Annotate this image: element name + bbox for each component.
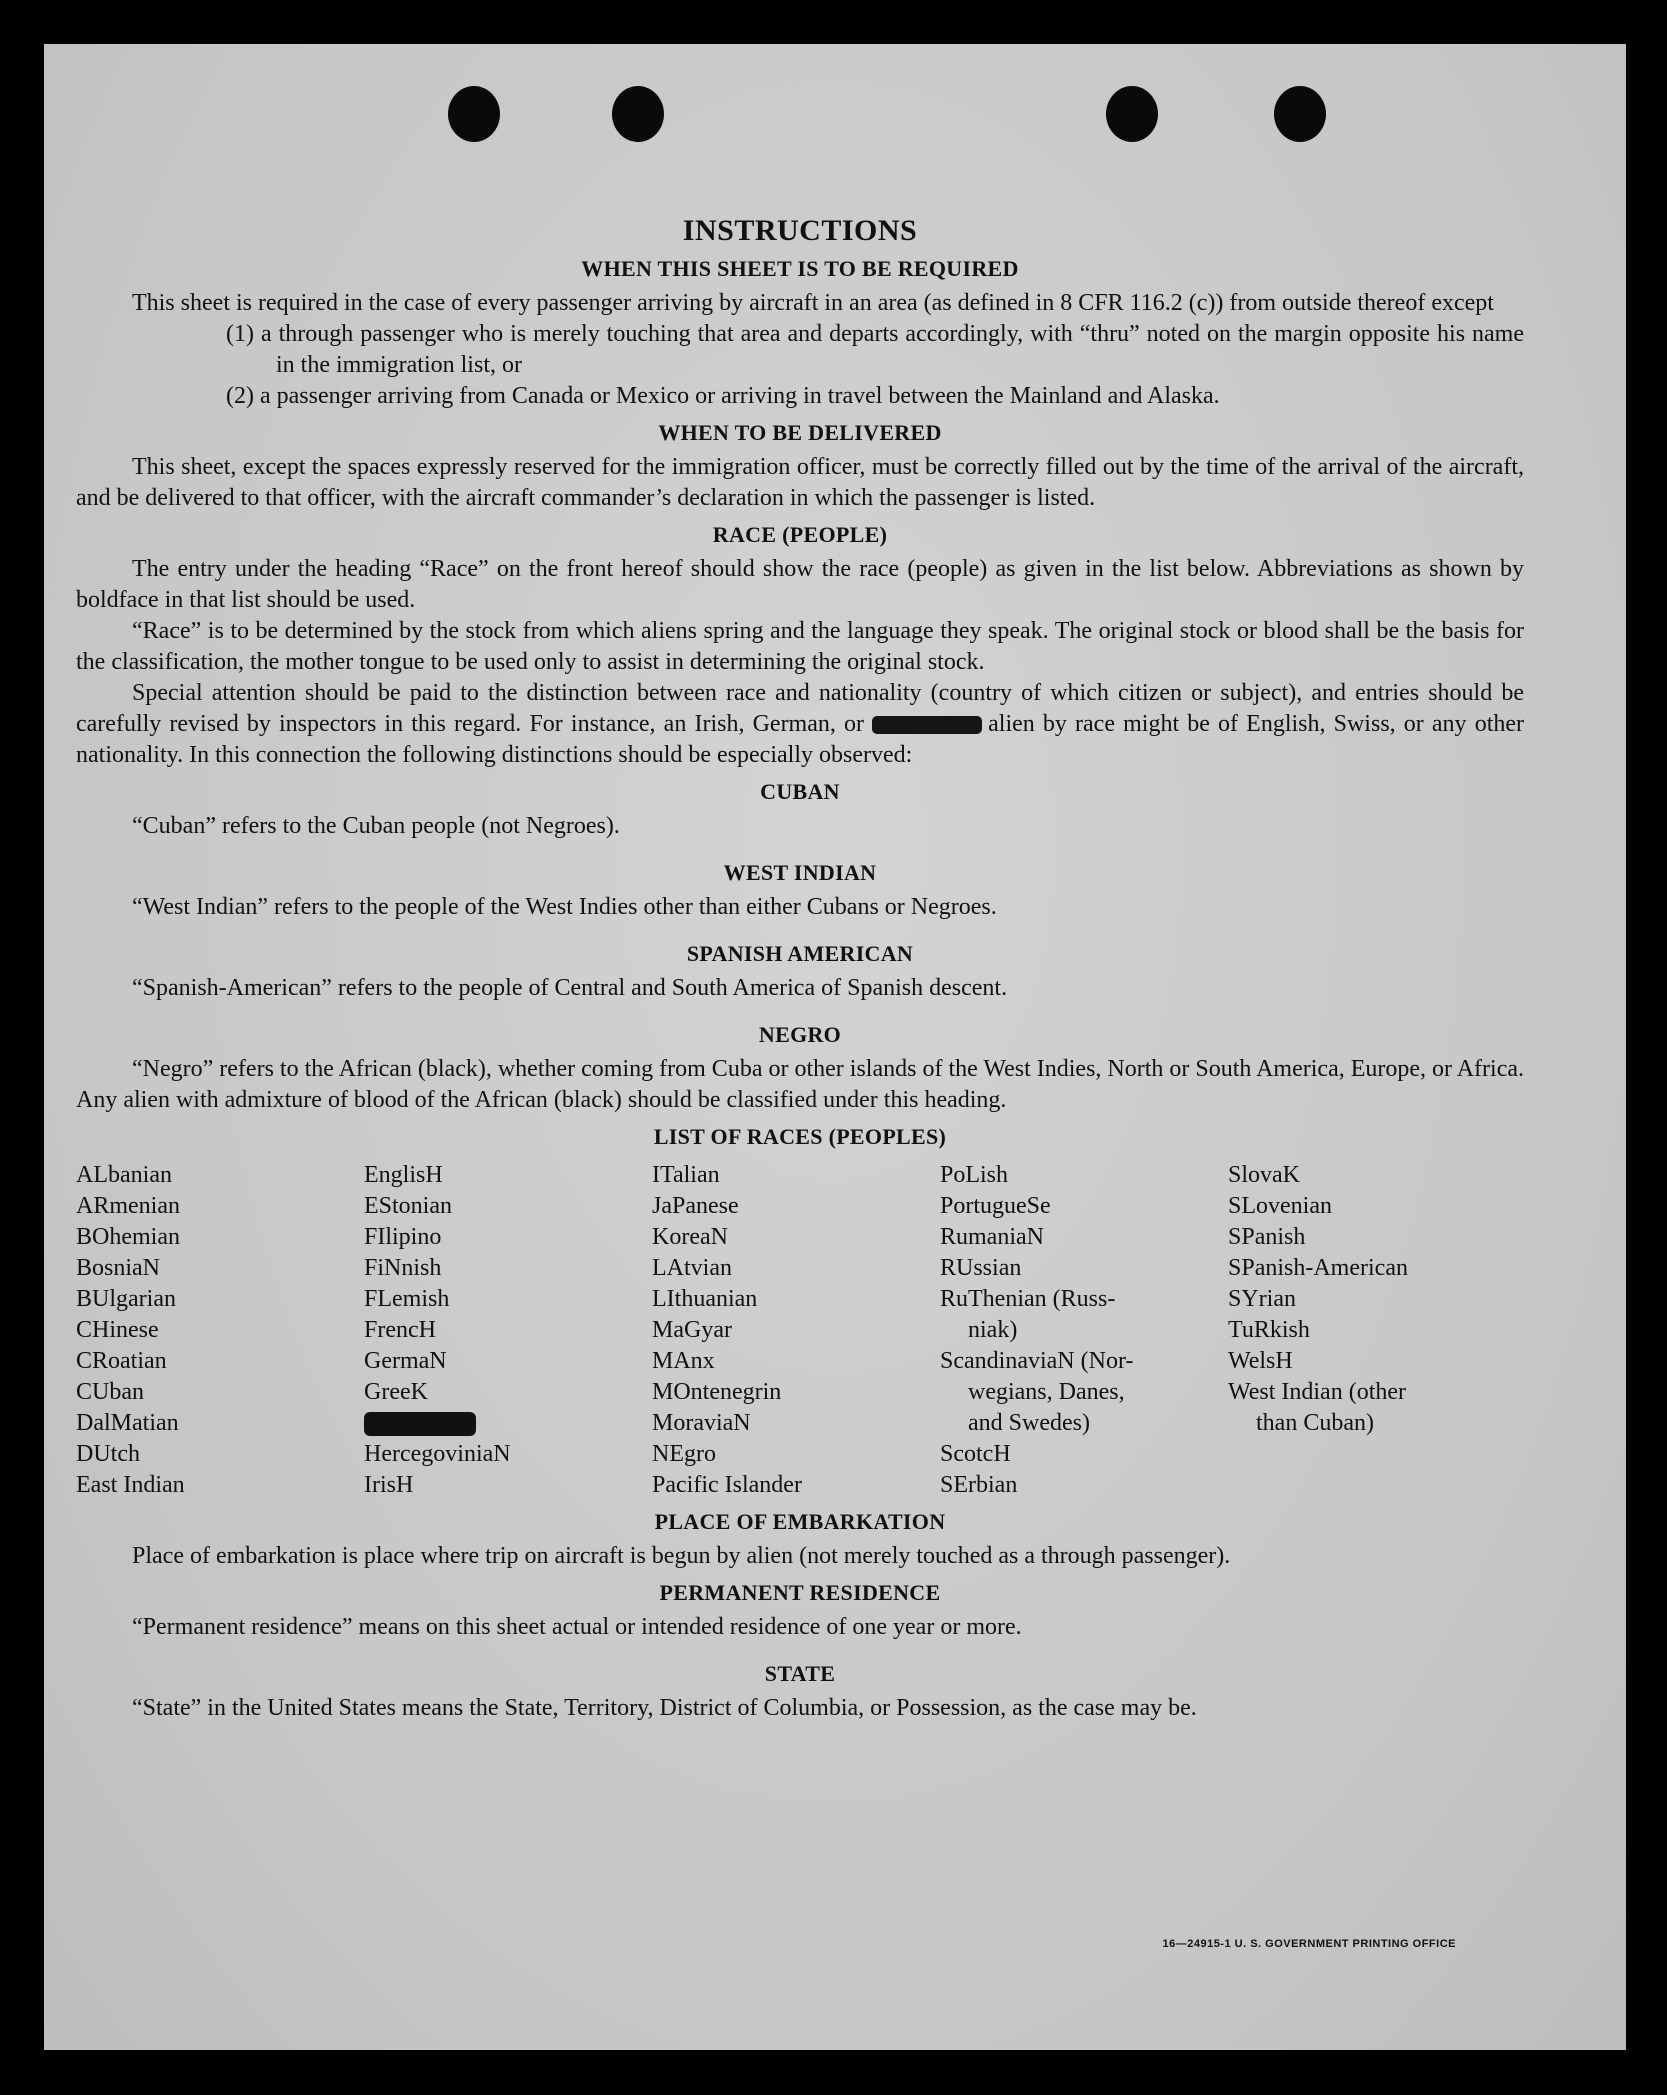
heading-state: STATE: [764, 1661, 836, 1686]
race-entry: GreeK: [364, 1379, 428, 1405]
race-entry-redacted: [364, 1408, 652, 1439]
race-entry: FrencH: [364, 1317, 436, 1343]
document-sheet: [44, 44, 1626, 2050]
west-indian-text: “West Indian” refers to the people of the West Indies other than either Cubans or Negroes.: [132, 894, 997, 920]
race-entry: WelsH: [1228, 1348, 1293, 1374]
race-paragraph-3b: alien by race might be of English, Swiss, or any other nationality. In this connection the following distinctions should be especially observed:: [76, 711, 1525, 768]
race-entry: MaGyar: [652, 1317, 732, 1343]
race-entry: IrisH: [364, 1472, 414, 1498]
heading-race: RACE (PEOPLE): [712, 522, 888, 547]
redaction-mark: [872, 716, 982, 734]
page-title: INSTRUCTIONS: [682, 214, 918, 247]
race-entry: KoreaN: [652, 1224, 728, 1250]
negro-text: “Negro” refers to the African (black), whether coming from Cuba or other islands of the West Indies, North or South America, Europe, or Africa. Any alien with admixture of blood of the African (black) should be classified under this heading.: [76, 1056, 1524, 1113]
race-entry: DalMatian: [76, 1410, 179, 1436]
heading-when-delivered: WHEN TO BE DELIVERED: [658, 420, 942, 445]
race-paragraph-1: The entry under the heading “Race” on the front hereof should show the race (people) as given in the list below. Abbreviations as shown by boldface in that list should be used.: [76, 556, 1524, 613]
race-entry: FIlipino: [364, 1224, 442, 1250]
heading-when-required: WHEN THIS SHEET IS TO BE REQUIRED: [581, 256, 1019, 281]
races-column-4: [940, 1160, 1228, 1501]
race-paragraph-3: [76, 678, 1524, 771]
exception-item-1: (1) a through passenger who is merely touching that area and departs accordingly, with “thru” noted on the margin opposite his name in the immigration list, or: [226, 321, 1524, 378]
heading-cuban: CUBAN: [760, 779, 840, 804]
race-entry: JaPanese: [652, 1193, 739, 1219]
race-entry: HercegoviniaN: [364, 1441, 511, 1467]
race-entry: West Indian (other: [1228, 1379, 1407, 1405]
race-paragraph-2: “Race” is to be determined by the stock from which aliens spring and the language they speak. The original stock or blood shall be the basis for the classification, the mother tongue to be used only to assist in determining the original stock.: [76, 618, 1524, 675]
race-entry: RUssian: [940, 1255, 1022, 1281]
race-entry: SlovaK: [1228, 1162, 1300, 1188]
race-entry: RumaniaN: [940, 1224, 1044, 1250]
when-required-intro: This sheet is required in the case of every passenger arriving by aircraft in an area (as defined in 8 CFR 116.2 (c)) from outside thereof except: [132, 290, 1494, 316]
race-entry: ITalian: [652, 1162, 720, 1188]
race-entry: LAtvian: [652, 1255, 732, 1281]
race-entry: BUlgarian: [76, 1286, 176, 1312]
race-entry: ARmenian: [76, 1193, 180, 1219]
when-delivered-text: This sheet, except the spaces expressly reserved for the immigration officer, must be correctly filled out by the time of the arrival of the aircraft, and be delivered to that officer, with the aircraft commander’s declaration in which the passenger is listed.: [76, 454, 1524, 511]
heading-list-of-races: LIST OF RACES (PEOPLES): [653, 1124, 947, 1149]
race-entry: GermaN: [364, 1348, 447, 1374]
residence-text: “Permanent residence” means on this sheet actual or intended residence of one year or more.: [132, 1614, 1022, 1640]
race-entry: SPanish-American: [1228, 1255, 1408, 1281]
instructions-body: [76, 164, 1524, 1724]
race-entry: BosniaN: [76, 1255, 160, 1281]
races-column-5: [1228, 1160, 1516, 1501]
exception-item-2: (2) a passenger arriving from Canada or Mexico or arriving in travel between the Mainland and Alaska.: [226, 383, 1220, 409]
race-entry: BOhemian: [76, 1224, 180, 1250]
punch-hole: [448, 86, 500, 142]
race-entry: FLemish: [364, 1286, 450, 1312]
race-entry: SYrian: [1228, 1286, 1296, 1312]
punch-hole: [1274, 86, 1326, 142]
race-entry: CHinese: [76, 1317, 159, 1343]
embarkation-text: Place of embarkation is place where trip on aircraft is begun by alien (not merely touched as a through passenger).: [132, 1543, 1231, 1569]
redaction-mark: [364, 1412, 476, 1436]
race-entry: LIthuanian: [652, 1286, 758, 1312]
races-list: [76, 1160, 1524, 1501]
race-entry: PoLish: [940, 1162, 1009, 1188]
race-entry: than Cuban): [1256, 1410, 1374, 1436]
race-entry: MAnx: [652, 1348, 715, 1374]
race-paragraph-3a: Special attention should be paid to the distinction between race and nationality (country of which citizen or subject), and entries should be carefully revised by inspectors in this regard. For instance, an Irish, German, or: [76, 680, 1524, 737]
heading-permanent-residence: PERMANENT RESIDENCE: [659, 1580, 941, 1605]
race-entry: SErbian: [940, 1472, 1018, 1498]
races-column-1: [76, 1160, 364, 1501]
race-entry: NEgro: [652, 1441, 716, 1467]
race-entry: CRoatian: [76, 1348, 167, 1374]
race-entry: SPanish: [1228, 1224, 1306, 1250]
race-entry: wegians, Danes,: [968, 1379, 1125, 1405]
races-column-2: [364, 1160, 652, 1501]
heading-embarkation: PLACE OF EMBARKATION: [654, 1509, 946, 1534]
race-entry: CUban: [76, 1379, 144, 1405]
punch-hole: [1106, 86, 1158, 142]
race-entry: PortugueSe: [940, 1193, 1051, 1219]
printer-footer: 16—24915-1 U. S. GOVERNMENT PRINTING OFFICE: [1162, 1938, 1456, 1950]
state-text: “State” in the United States means the State, Territory, District of Columbia, or Possession, as the case may be.: [132, 1695, 1197, 1721]
race-entry: ScandinaviaN (Nor-: [940, 1348, 1134, 1374]
race-entry: and Swedes): [968, 1410, 1090, 1436]
heading-spanish-american: SPANISH AMERICAN: [686, 941, 914, 966]
races-column-3: [652, 1160, 940, 1501]
race-entry: MOntenegrin: [652, 1379, 782, 1405]
heading-west-indian: WEST INDIAN: [723, 860, 877, 885]
cuban-text: “Cuban” refers to the Cuban people (not Negroes).: [132, 813, 620, 839]
race-entry: ScotcH: [940, 1441, 1011, 1467]
race-entry: SLovenian: [1228, 1193, 1332, 1219]
race-entry: ALbanian: [76, 1162, 172, 1188]
race-entry: RuThenian (Russ-: [940, 1286, 1116, 1312]
race-entry: MoraviaN: [652, 1410, 751, 1436]
spanish-american-text: “Spanish-American” refers to the people of Central and South America of Spanish descent.: [132, 975, 1008, 1001]
heading-negro: NEGRO: [758, 1022, 842, 1047]
punch-hole: [612, 86, 664, 142]
race-entry: EnglisH: [364, 1162, 443, 1188]
race-entry: East Indian: [76, 1472, 185, 1498]
race-entry: TuRkish: [1228, 1317, 1310, 1343]
race-entry: EStonian: [364, 1193, 452, 1219]
race-entry: FiNnish: [364, 1255, 442, 1281]
race-entry: Pacific Islander: [652, 1472, 802, 1498]
race-entry: DUtch: [76, 1441, 140, 1467]
race-entry: niak): [968, 1317, 1018, 1343]
